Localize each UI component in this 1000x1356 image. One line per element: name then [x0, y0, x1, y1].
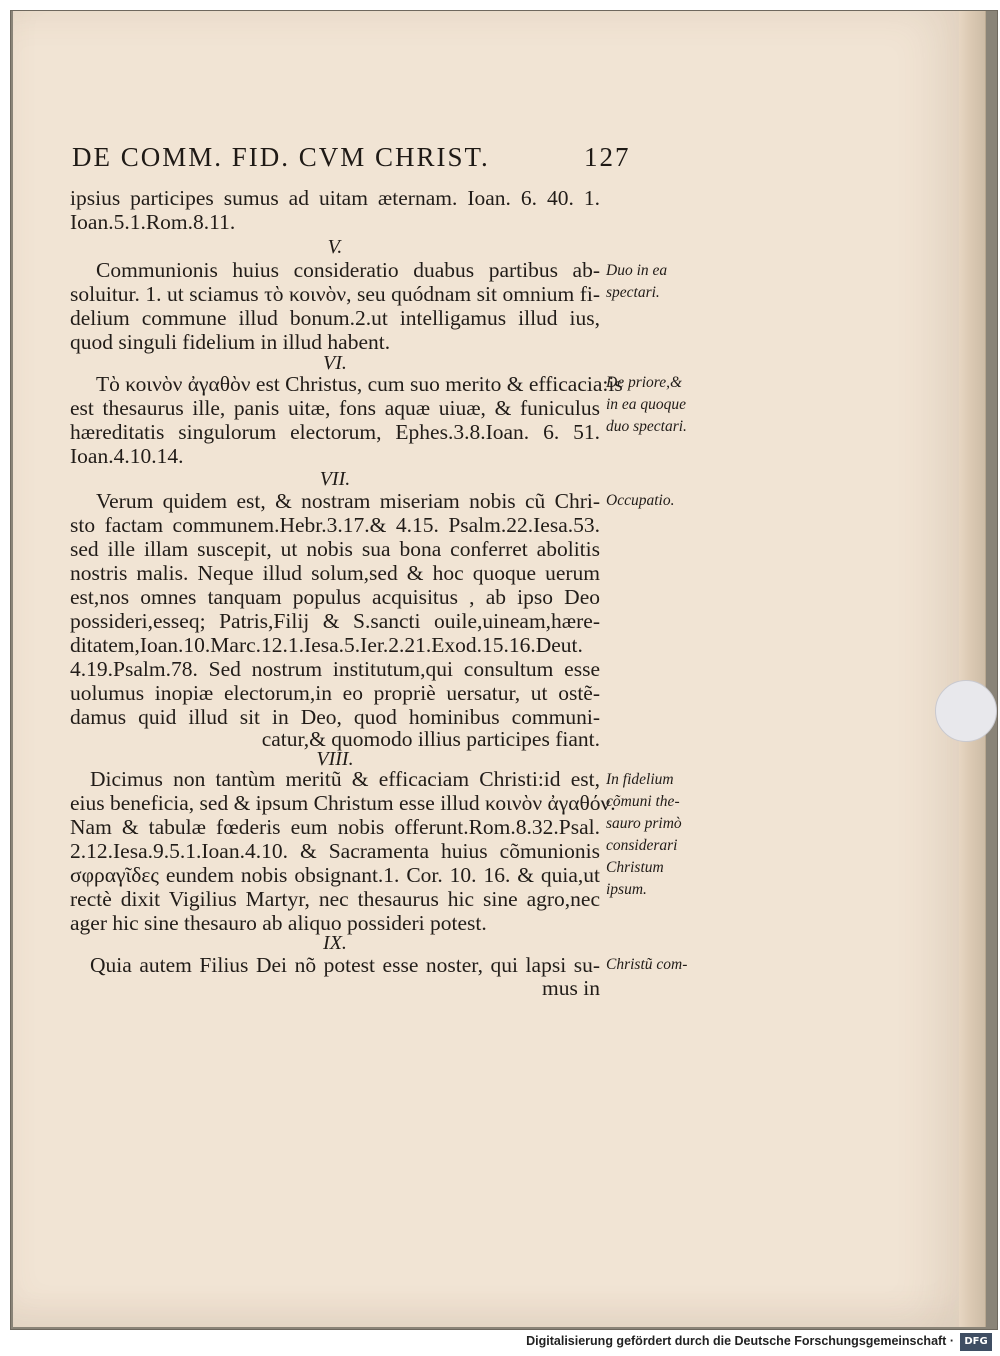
margin-note: duo spectari. — [606, 418, 687, 435]
margin-note: De priore,& — [606, 374, 683, 391]
margin-note: spectari. — [606, 284, 660, 301]
funding-credit: Digitalisierung gefördert durch die Deutsche Forschungsgemeinschaft · — [526, 1334, 954, 1348]
text-line: 4.19.Psalm.78. Sed nostrum institutum,qui consultum esse — [70, 657, 600, 681]
text-line: uolumus inopiæ electorum,in eo propriè uersatur, ut ostẽ- — [70, 681, 600, 705]
footer-bar — [0, 1330, 1000, 1356]
text-line: Ioan.4.10.14. — [70, 444, 184, 468]
text-line: ipsius participes sumus ad uitam æternam. Ioan. 6. 40. 1. — [70, 186, 600, 210]
margin-note: in ea quoque — [606, 396, 687, 413]
dfg-logo-icon: DFG — [960, 1333, 992, 1351]
section-number: VI. — [323, 352, 347, 374]
text-line: est thesaurus ille, panis uitæ, fons aquæ uiuæ, & funiculus — [70, 396, 600, 420]
margin-note: ipsum. — [606, 881, 647, 898]
text-line: quod singuli fidelium in illud habent. — [70, 330, 391, 354]
text-line: Ioan.5.1.Rom.8.11. — [70, 210, 236, 234]
section-number: VIII. — [316, 748, 354, 770]
margin-note: Occupatio. — [606, 492, 675, 509]
text-line: eius beneficia, sed & ipsum Christum esse illud κοινὸν ἀγαθόν. — [70, 791, 616, 815]
text-line: Quia autem Filius Dei nõ potest esse noster, qui lapsi su- — [90, 953, 600, 977]
running-head — [72, 142, 632, 173]
section-number: VII. — [319, 468, 351, 490]
margin-note: Christum — [606, 859, 664, 876]
running-title: DE COMM. FID. CVM CHRIST. — [72, 142, 490, 172]
text-line: sto factam communem.Hebr.3.17.& 4.15. Psalm.22.Iesa.53. — [70, 513, 600, 537]
text-line: Τὸ κοινὸν ἀγαθὸν est Christus, cum suo merito & efficacia:is — [96, 372, 623, 396]
text-line: sed ille illam suscepit, ut nobis sua bona conferret abolitis — [70, 537, 600, 561]
margin-note: Christũ com- — [606, 956, 688, 973]
text-line: damus quid illud sit in Deo, quod hominibus communi- — [70, 705, 600, 729]
text-line: nostris malis. Neque illud solum,sed & hoc quoque uerum — [70, 561, 600, 585]
section-number: IX. — [323, 932, 347, 954]
text-line: rectè dixit Vigilius Martyr, nec thesaurus hic sine agro,nec — [70, 887, 600, 911]
margin-note: Duo in ea — [606, 262, 668, 279]
text-line: ditatem,Ioan.10.Marc.12.1.Iesa.5.Ier.2.21.Exod.15.16.Deut. — [70, 633, 583, 657]
text-line: est,nos omnes tanquam populus acquisitus , ab ipso Deo — [70, 585, 600, 609]
text-line: ager hic sine thesauro ab aliquo possideri potest. — [70, 911, 487, 935]
section-number: V. — [327, 236, 343, 258]
margin-note: In fidelium — [606, 771, 674, 788]
text-line: 2.12.Iesa.9.5.1.Ioan.4.10. & Sacramenta huius cõmunionis — [70, 839, 600, 863]
text-line: Nam & tabulæ fœderis eum nobis offerunt.Rom.8.32.Psal. — [70, 815, 600, 839]
text-line: Communionis huius consideratio duabus partibus ab- — [96, 258, 600, 282]
text-line: hæreditatis singulorum electorum, Ephes.3.8.Ioan. 6. 51. — [70, 420, 600, 444]
text-line: catur,& quomodo illius participes fiant. — [261, 727, 600, 751]
text-line: Verum quidem est, & nostram miseriam nobis cũ Chri- — [96, 489, 600, 513]
margin-note: sauro primò — [606, 815, 682, 832]
text-line: possideri,esseq; Patris,Filij & S.sancti ouile,uineam,hære- — [70, 609, 600, 633]
binding-ring — [935, 680, 997, 742]
text-line: soluitur. 1. ut sciamus τὸ κοινὸν, seu quódnam sit omnium fi- — [70, 282, 600, 306]
page-edge — [959, 11, 986, 1327]
text-line: delium commune illud bonum.2.ut intelligamus illud ius, — [70, 306, 600, 330]
margin-note: considerari — [606, 837, 678, 854]
text-line: σφραγῖδες eundem nobis obsignant.1. Cor. 10. 16. & quia,ut — [70, 863, 600, 887]
margin-note: cõmuni the- — [606, 793, 680, 810]
page-number: 127 — [584, 142, 631, 172]
catchword: mus in — [542, 976, 600, 1000]
text-line: Dicimus non tantùm meritũ & efficaciam Christi:id est, — [90, 767, 600, 791]
